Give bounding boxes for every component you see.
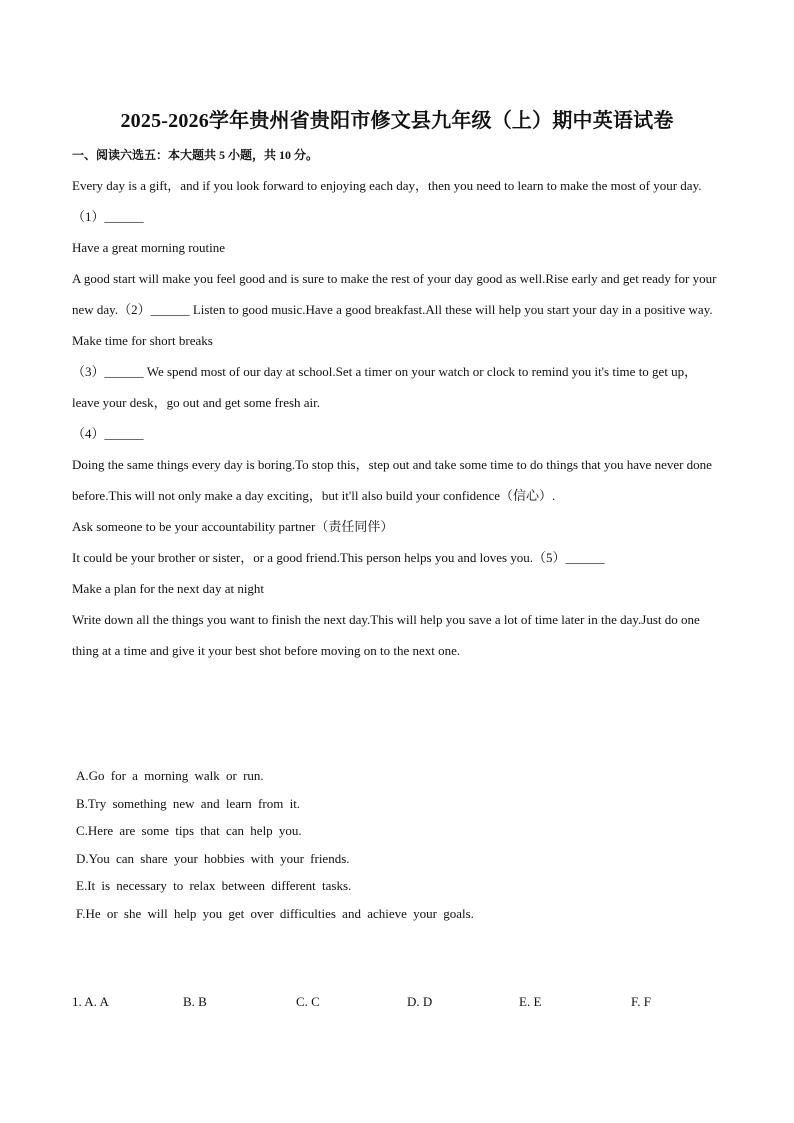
option-b: B.Try something new and learn from it. [76,795,301,811]
passage-subheading: Have a great morning routine [72,240,226,255]
option-e: E.It is necessary to relax between different tasks. [76,878,352,894]
option-d: D.You can share your hobbies with your friends. [76,850,350,866]
option-list [76,762,496,928]
passage-blank-heading: （4）______ [72,426,144,441]
answer-choices-row [72,994,712,1014]
option-a: A.Go for a morning walk or run. [76,768,264,783]
passage-subheading: Make a plan for the next day at night [72,581,265,596]
passage-paragraph: Every day is a gift，and if you look forward to enjoying each day，then you need to learn to make the most of your day.（1）______ [72,178,702,224]
passage-subheading: Ask someone to be your accountability partner（责任同伴） [72,519,394,534]
page-title: 2025-2026学年贵州省贵阳市修文县九年级（上）期中英语试卷 [120,110,674,132]
answer-choice-e[interactable]: E. E [519,994,542,1009]
answer-choice-a[interactable]: 1. A. A [72,994,109,1009]
passage-paragraph: It could be your brother or sister，or a good friend.This person helps you and loves you.（5）______ [72,550,605,565]
section-heading: 一、阅读六选五：本大题共 5 小题，共 10 分。 [72,148,319,162]
option-f: F.He or she will help you get over difficulties and achieve your goals. [76,905,474,921]
answer-choice-f[interactable]: F. F [631,994,651,1009]
passage-paragraph: （3）______ We spend most of our day at school.Set a timer on your watch or clock to remind you it's time to get up，leave your desk，go out and get some fresh air. [72,364,698,410]
reading-passage [72,170,722,666]
answer-choice-c[interactable]: C. C [296,994,320,1009]
answer-choice-d[interactable]: D. D [407,994,433,1009]
passage-paragraph: Write down all the things you want to finish the next day.This will help you save a lot of time later in the day.Just do one thing at a time and give it your best shot before moving on to the next one. [72,612,700,658]
passage-subheading: Make time for short breaks [72,333,213,348]
answer-choice-b[interactable]: B. B [183,994,207,1009]
passage-paragraph: Doing the same things every day is boring.To stop this，step out and take some time to do things that you have never done before.This will not only make a day exciting，but it'll also build your confidence（信心）. [72,457,712,503]
option-c: C.Here are some tips that can help you. [76,823,302,839]
passage-paragraph: A good start will make you feel good and is sure to make the rest of your day good as well.Rise early and get ready for your new day.（2）______ Listen to good music.Have a good breakfast.All these will help you start your day in a positive way. [72,271,717,317]
